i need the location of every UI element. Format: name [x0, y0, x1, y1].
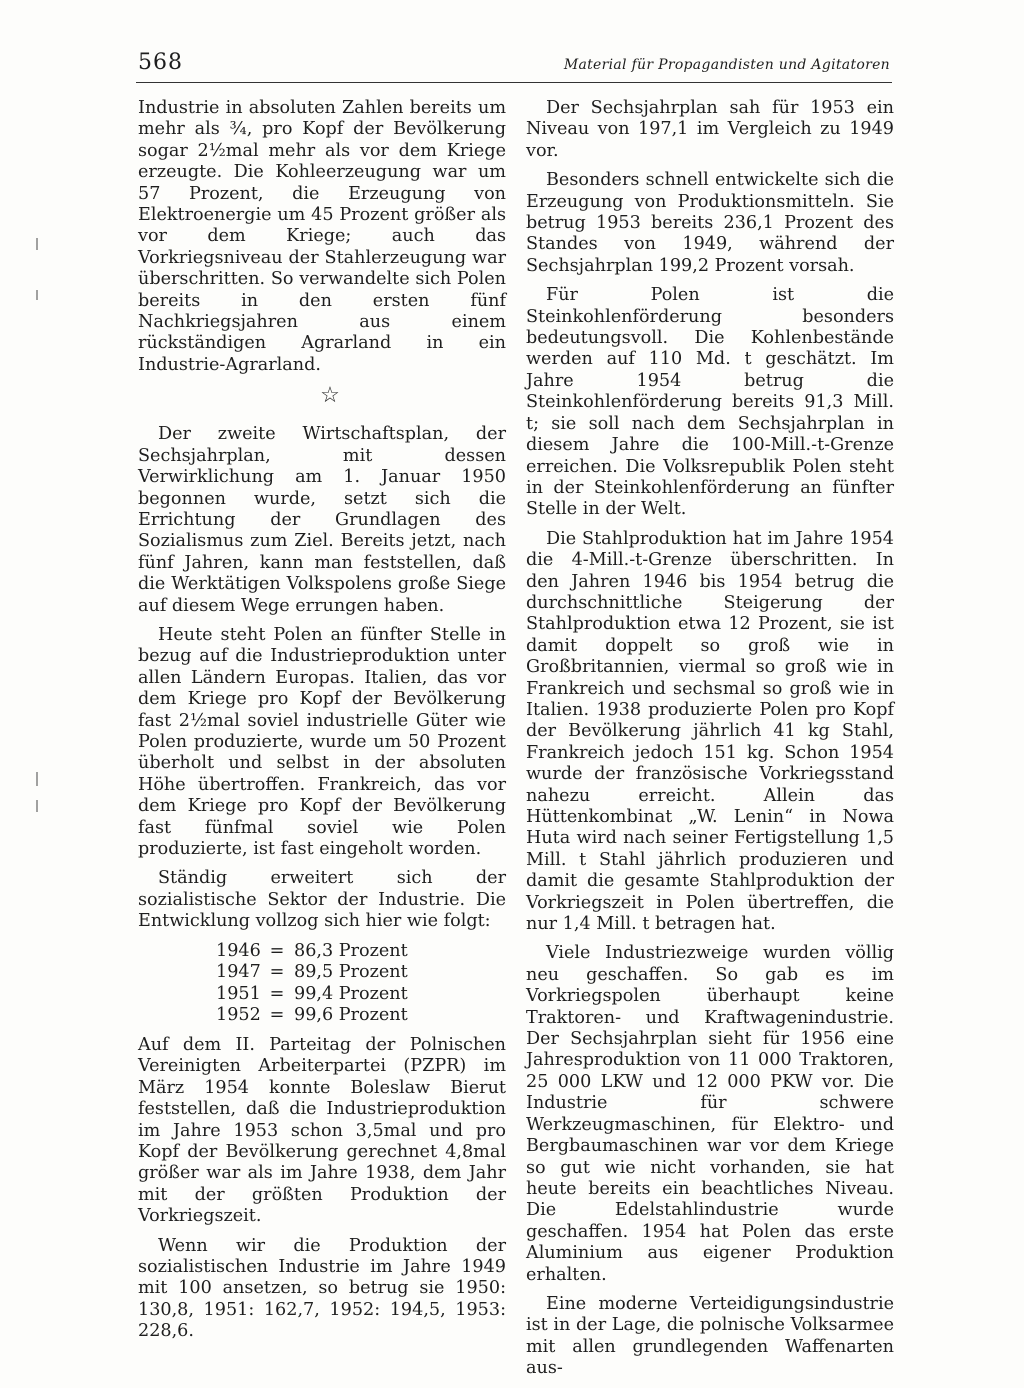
- paragraph: Der Sechsjahrplan sah für 1953 ein Niveau von 197,1 im Vergleich zu 1949 vor.: [526, 98, 894, 161]
- stat-value: 99,4 Prozent: [294, 983, 408, 1004]
- paragraph: Auf dem II. Parteitag der Polnischen Vereinigten Arbeiterpartei (PZPR) im März 1954 konnte Boleslaw Bierut feststellen, daß die Industrieproduktion im Jahre 1953 schon 3,5mal und pro Kopf der Bevölkerung gerechnet 4,8mal größer war als im Jahre 1938, dem Jahr mit der größten Produktion der Vorkriegszeit.: [138, 1035, 506, 1227]
- stat-row: [138, 984, 506, 1006]
- stat-year: 1952: [216, 1005, 261, 1026]
- stat-value: 86,3 Prozent: [294, 940, 408, 961]
- stat-year: 1946: [216, 940, 261, 961]
- paragraph: Besonders schnell entwickelte sich die Erzeugung von Produktionsmitteln. Sie betrug 1953 bereits 236,1 Prozent des Standes von 1949, während der Sechsjahrplan 199,2 Prozent vorsah.: [526, 170, 894, 276]
- margin-tick-4: [36, 800, 38, 812]
- stat-equals: =: [269, 1005, 285, 1026]
- stat-row: [138, 962, 506, 984]
- margin-tick-2: [36, 290, 38, 300]
- paragraph: Heute steht Polen an fünfter Stelle in bezug auf die Industrieproduktion unter allen Ländern Europas. Italien, das vor dem Kriege pro Kopf der Bevölkerung fast 2½mal soviel industrielle Güter wie Polen produzierte, wurde um 50 Prozent überholt und selbst in der absoluten Höhe übertroffen. Frankreich, das vor dem Kriege pro Kopf der Bevölkerung fast fünfmal soviel wie Polen produzierte, ist fast eingeholt worden.: [138, 624, 506, 859]
- margin-tick-3: [36, 772, 38, 786]
- stat-row: [138, 941, 506, 963]
- paragraph: Wenn wir die Produktion der sozialistischen Industrie im Jahre 1949 mit 100 ansetzen, so betrug sie 1950: 130,8, 1951: 162,7, 1952: 194,5, 1953: 228,6.: [138, 1235, 506, 1342]
- paragraph: Die Stahlproduktion hat im Jahre 1954 die 4-Mill.-t-Grenze überschritten. In den Jahren 1946 bis 1954 betrug die durchschnittliche Steigerung der Stahlproduktion etwa 12 Prozent, sie ist damit doppelt so groß wie in Großbritannien, viermal so groß wie in Frankreich und sechsmal so groß wie in Italien. 1938 produzierte Polen pro Kopf der Bevölkerung jährlich 41 kg Stahl, Frankreich jedoch 151 kg. Schon 1954 wurde der französische Vorkriegsstand nahezu erreicht. Allein das Hüttenkombinat „W. Lenin“ in Nowa Huta wird nach seiner Fertigstellung 1,5 Mill. t Stahl jährlich produzieren und damit die gesamte Stahlproduktion der Vorkriegszeit in Polen übertreffen, die nur 1,4 Mill. t betragen hat.: [526, 528, 894, 935]
- stat-row: [138, 1005, 506, 1027]
- stat-equals: =: [269, 940, 285, 961]
- page-number: 568: [138, 50, 183, 75]
- paragraph: Industrie in absoluten Zahlen bereits um mehr als ¾, pro Kopf der Bevölkerung sogar 2½mal mehr als vor dem Kriege erzeugte. Die Kohleerzeugung war um 57 Prozent, die Erzeugung von Elektroenergie um 45 Prozent größer als vor dem Kriege; auch das Vorkriegsniveau der Stahlerzeugung war überschritten. So verwandelte sich Polen bereits in den ersten fünf Nachkriegsjahren aus einem rückständigen Agrarland in ein Industrie-Agrarland.: [138, 98, 506, 375]
- stat-equals: =: [269, 962, 285, 983]
- stat-year: 1951: [216, 983, 261, 1004]
- section-separator-star: ☆: [320, 383, 340, 409]
- sector-share-list: [138, 941, 506, 1027]
- running-head: Material für Propagandisten und Agitatoren: [563, 57, 890, 73]
- paragraph: Eine moderne Verteidigungsindustrie ist in der Lage, die polnische Volksarmee mit allen grundlegenden Waffenarten aus-: [526, 1293, 894, 1379]
- paragraph: Der zweite Wirtschaftsplan, der Sechsjahrplan, mit dessen Verwirklichung am 1. Januar 1950 begonnen wurde, setzt sich die Errichtung der Grundlagen des Sozialismus zum Ziel. Bereits jetzt, nach fünf Jahren, kann man feststellen, daß die Werktätigen Volkspolens große Siege auf diesem Wege errungen haben.: [138, 424, 506, 616]
- stat-equals: =: [269, 983, 285, 1004]
- left-column: [138, 98, 506, 1351]
- header-rule: [136, 82, 892, 83]
- stat-year: 1947: [216, 962, 261, 983]
- paragraph: Für Polen ist die Steinkohlenförderung besonders bedeutungsvoll. Die Kohlenbestände werden auf 110 Md. t geschätzt. Im Jahre 1954 betrug die Steinkohlenförderung bereits 91,3 Mill. t; sie soll nach dem Sechsjahrplan in diesem Jahre die 100-Mill.-t-Grenze erreichen. Die Volksrepublik Polen steht in der Steinkohlenförderung an fünfter Stelle in der Welt.: [526, 285, 894, 520]
- margin-tick-1: [36, 238, 38, 250]
- right-column: [526, 98, 894, 1388]
- paragraph: Viele Industriezweige wurden völlig neu geschaffen. So gab es im Vorkriegspolen überhaupt keine Traktoren- und Kraftwagenindustrie. Der Sechsjahrplan sieht für 1956 eine Jahresproduktion von 11 000 Traktoren, 25 000 LKW und 12 000 PKW vor. Die Industrie für schwere Werkzeugmaschinen, für Elektro- und Bergbaumaschinen war vor dem Kriege so gut wie nicht vorhanden, sie hat heute bereits ein beachtliches Niveau. Die Edelstahlindustrie wurde geschaffen. 1954 hat Polen das erste Aluminium aus eigener Produktion erhalten.: [526, 943, 894, 1285]
- stat-value: 89,5 Prozent: [294, 962, 408, 983]
- stat-value: 99,6 Prozent: [294, 1005, 408, 1026]
- paragraph: Ständig erweitert sich der sozialistische Sektor der Industrie. Die Entwicklung vollzog sich hier wie folgt:: [138, 868, 506, 932]
